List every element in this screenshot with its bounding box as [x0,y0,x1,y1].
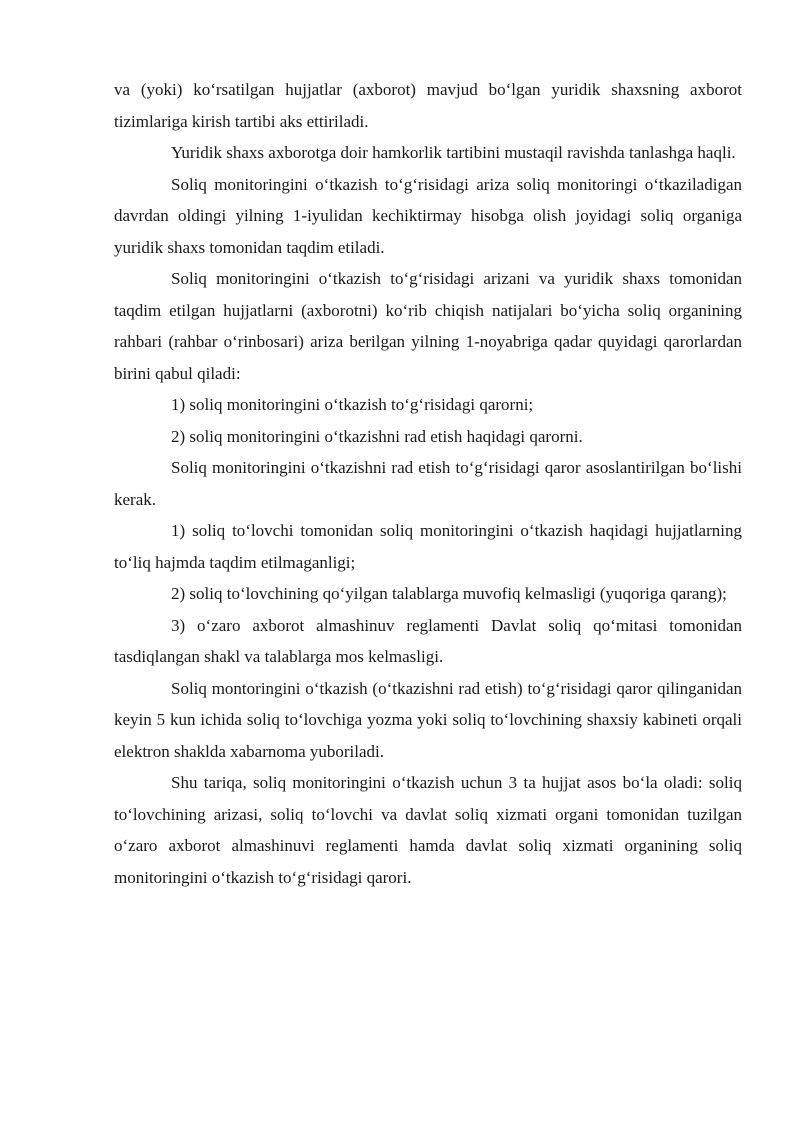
paragraph: Soliq montoringini oʻtkazish (oʻtkazishni rad etish) toʻgʻrisidagi qaror qilinganidan keyin 5 kun ichida soliq toʻlovchiga yozma yoki soliq toʻlovchining shaxsiy kabineti orqali elektron shaklda xabarnoma yuboriladi. [114,678,742,761]
paragraph-continuation: va (yoki) koʻrsatilgan hujjatlar (axborot) mavjud boʻlgan yuridik shaxsning axborot tizimlariga kirish tartibi aks ettiriladi. [114,80,742,131]
list-item: 1) soliq toʻlovchi tomonidan soliq monitoringini oʻtkazish haqidagi hujjatlarning toʻliq hajmda taqdim etilmaganligi; [114,521,742,572]
list-item: 2) soliq toʻlovchining qoʻyilgan talablarga muvofiq kelmasligi (yuqoriga qarang); [171,584,727,603]
paragraph: Yuridik shaxs axborotga doir hamkorlik tartibini mustaqil ravishda tanlashga haqli. [171,143,736,162]
paragraph: Soliq monitoringini oʻtkazish toʻgʻrisidagi arizani va yuridik shaxs tomonidan taqdim etilgan hujjatlarni (axborotni) koʻrib chiqish natijalari boʻyicha soliq organining rahbari (rahbar oʻrinbosari) ariza berilgan yilning 1-noyabriga qadar quyidagi qarorlardan birini qabul qiladi: [114,269,742,383]
list-item: 1) soliq monitoringini oʻtkazish toʻgʻrisidagi qarorni; [171,395,534,414]
list-item: 3) oʻzaro axborot almashinuv reglamenti Davlat soliq qoʻmitasi tomonidan tasdiqlangan shakl va talablarga mos kelmasligi. [114,615,742,666]
paragraph: Shu tariqa, soliq monitoringini oʻtkazish uchun 3 ta hujjat asos boʻla oladi: soliq toʻlovchining arizasi, soliq toʻlovchi va davlat soliq xizmati organi tomonidan tuzilgan oʻzaro axborot almashinuvi reglamenti hamda davlat soliq xizmati organining soliq monitoringini oʻtkazish toʻgʻrisidagi qarori. [114,773,742,887]
document-page [114,74,742,893]
list-item: 2) soliq monitoringini oʻtkazishni rad etish haqidagi qarorni. [171,426,583,446]
paragraph: Soliq monitoringini oʻtkazishni rad etish toʻgʻrisidagi qaror asoslantirilgan boʻlishi kerak. [114,458,742,509]
paragraph: Soliq monitoringini oʻtkazish toʻgʻrisidagi ariza soliq monitoringi oʻtkaziladigan davrdan oldingi yilning 1-iyulidan kechiktirmay hisobga olish joyidagi soliq organiga yuridik shaxs tomonidan taqdim etiladi. [114,174,742,257]
